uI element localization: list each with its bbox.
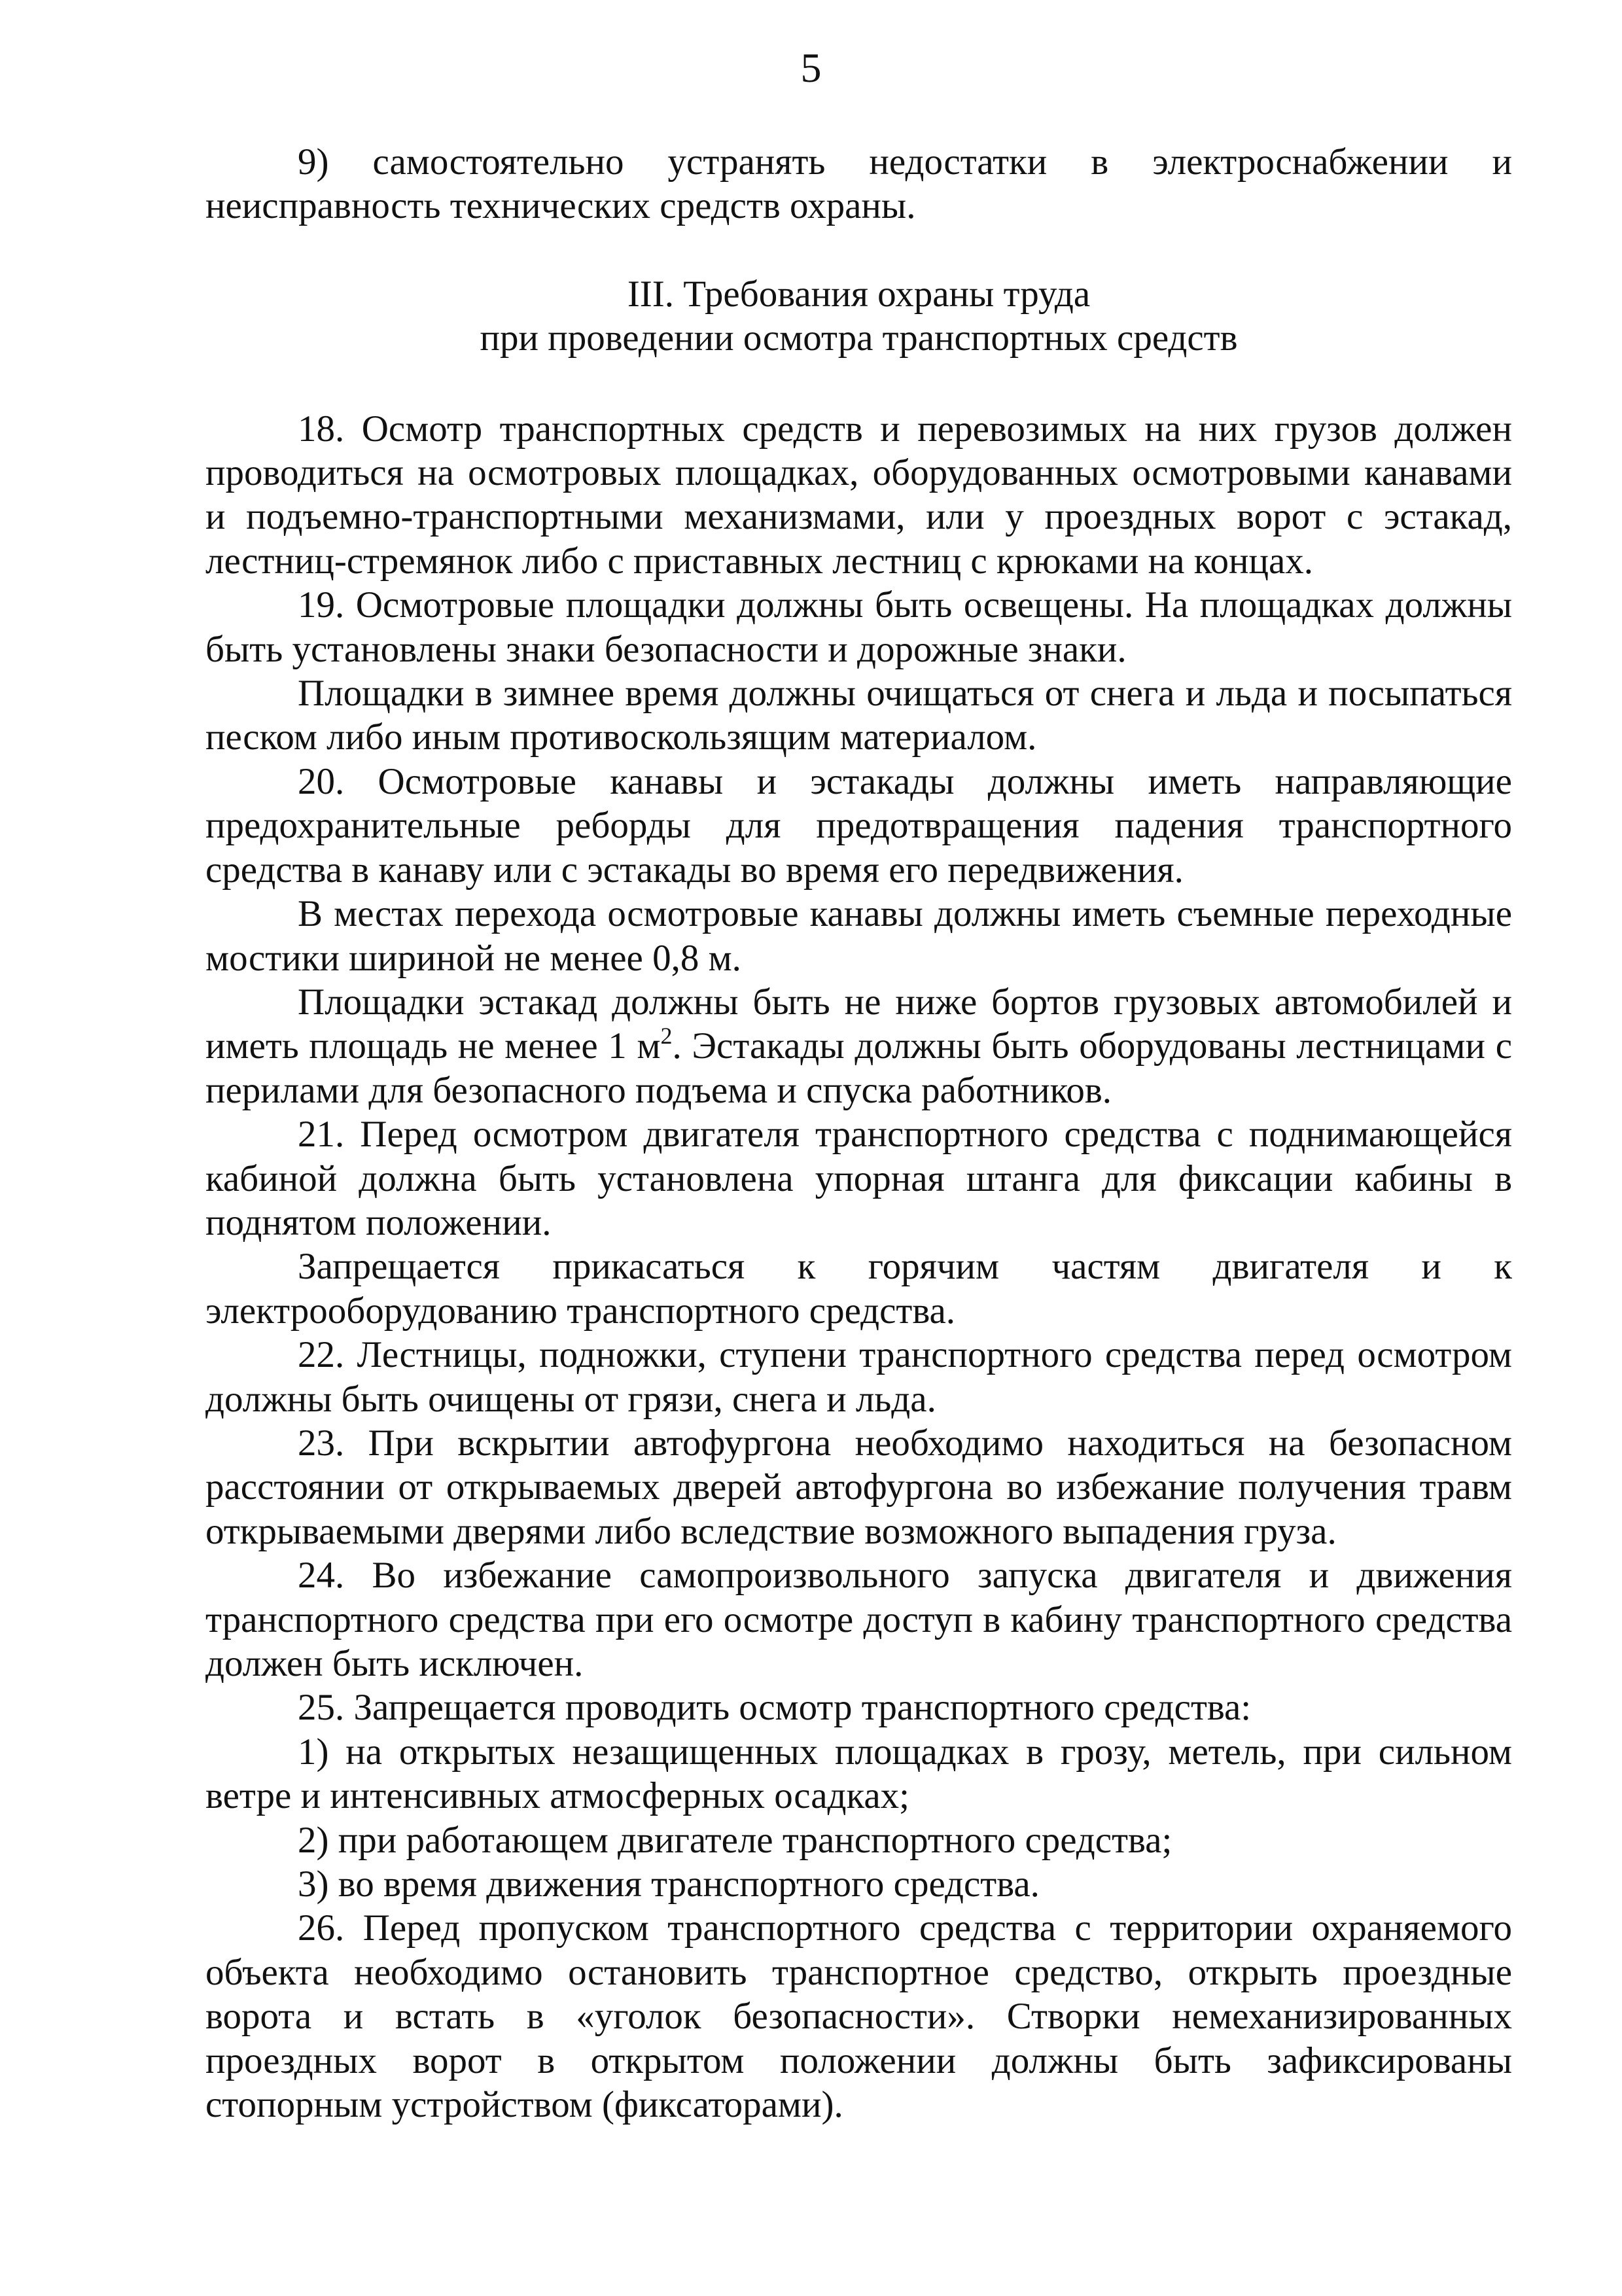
platforms-text-before: Площадки эстакад должны быть не ниже бортов грузовых автомобилей и иметь площадь не менее 1 м: [205, 981, 1512, 1067]
page-number: 5: [800, 44, 822, 91]
paragraph-25-item-3: 3) во время движения транспортного средства.: [298, 1863, 1040, 1905]
paragraph-21-prohibition: Запрещается прикасаться к горячим частям двигателя и к электрооборудованию транспортного средства.: [205, 1246, 1512, 1332]
list-item-9: 9) самостоятельно устранять недостатки в электроснабжении и неисправность технических средств охраны.: [205, 141, 1512, 227]
paragraph-21: 21. Перед осмотром двигателя транспортного средства с поднимающейся кабиной должна быть установлена упорная штанга для фиксации кабины в поднятом положении.: [205, 1114, 1512, 1243]
paragraph-24: 24. Во избежание самопроизвольного запуска двигателя и движения транспортного средства при его осмотре доступ в кабину транспортного средства должен быть исключен.: [205, 1555, 1512, 1684]
document-body: [205, 140, 1512, 2127]
paragraph-25-item-1: 1) на открытых незащищенных площадках в грозу, метель, при сильном ветре и интенсивных атмосферных осадках;: [205, 1731, 1512, 1817]
paragraph-25-item-2: 2) при работающем двигателе транспортного средства;: [298, 1819, 1172, 1861]
paragraph-25: 25. Запрещается проводить осмотр транспортного средства:: [298, 1687, 1252, 1729]
area-exponent: 2: [660, 1023, 673, 1050]
section-title-line-2: при проведении осмотра транспортных средств: [480, 317, 1238, 359]
platforms-text-after: . Эстакады должны быть оборудованы лестницами с перилами для безопасного подъема и спуска работников.: [205, 1025, 1512, 1111]
paragraph-19-continuation: Площадки в зимнее время должны очищаться от снега и льда и посыпаться песком либо иным противоскользящим материалом.: [205, 673, 1512, 758]
paragraph-20: 20. Осмотровые канавы и эстакады должны иметь направляющие предохранительные реборды для предотвращения падения транспортного средства в канаву или с эстакады во время его передвижения.: [205, 760, 1512, 891]
paragraph-26: 26. Перед пропуском транспортного средства с территории охраняемого объекта необходимо остановить транспортное средство, открыть проездные ворота и встать в «уголок безопасности». Створки немеханизированных проездных ворот в открытом положении должны быть зафиксированы стопорным устройством (фиксаторами).: [205, 1907, 1512, 2126]
paragraph-18: 18. Осмотр транспортных средств и перевозимых на них грузов должен проводиться на осмотровых площадках, оборудованных осмотровыми канавами и подъемно-транспортными механизмами, или у проездных ворот с эстакад, лестниц-стремянок либо с приставных лестниц с крюками на концах.: [205, 408, 1512, 582]
paragraph-20-platforms: [205, 980, 1512, 1112]
section-title-line-1: III. Требования охраны труда: [627, 273, 1091, 315]
paragraph-23: 23. При вскрытии автофургона необходимо находиться на безопасном расстоянии от открываемых дверей автофургона во избежание получения травм открываемыми дверями либо вследствие возможного выпадения груза.: [205, 1422, 1512, 1552]
paragraph-20-crossings: В местах перехода осмотровые канавы должны иметь съемные переходные мостики шириной не менее 0,8 м.: [205, 893, 1512, 979]
section-heading: [205, 272, 1512, 361]
paragraph-19: 19. Осмотровые площадки должны быть освещены. На площадках должны быть установлены знаки безопасности и дорожные знаки.: [205, 584, 1512, 670]
paragraph-22: 22. Лестницы, подножки, ступени транспортного средства перед осмотром должны быть очищены от грязи, снега и льда.: [205, 1334, 1512, 1420]
